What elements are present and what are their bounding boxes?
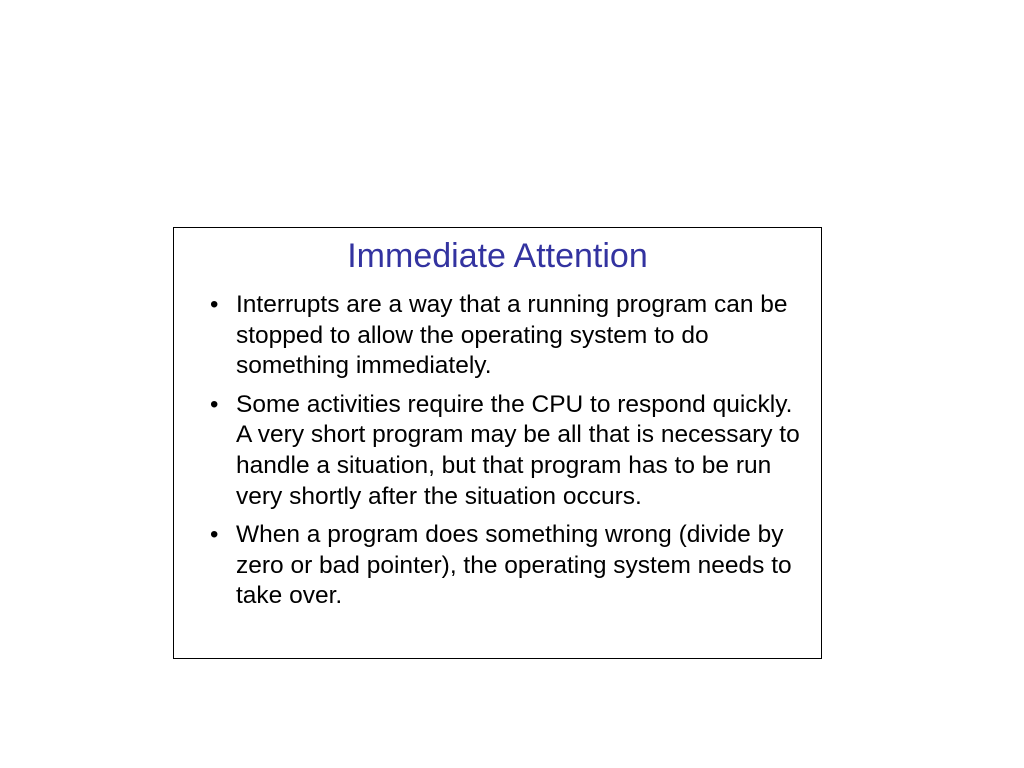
bullet-item-cpu-respond: [210, 390, 810, 512]
bullet-icon: •: [210, 390, 219, 418]
bullet-list: [210, 290, 810, 620]
slide-title: Immediate Attention: [347, 237, 648, 275]
bullet-item-program-wrong: [210, 520, 810, 612]
bullet-text: Some activities require the CPU to respond quickly. A very short program may be all that is necessary to handle a situation, but that program has to be run very shortly after the situation occurs.: [236, 390, 800, 510]
bullet-item-interrupts: [210, 290, 810, 382]
bullet-icon: •: [210, 291, 219, 318]
bullet-text: When a program does something wrong (divide by zero or bad pointer), the operating system needs to take over.: [236, 521, 792, 610]
bullet-text: Interrupts are a way that a running program can be stopped to allow the operating system to do something immediately.: [236, 291, 788, 380]
slide-frame: [173, 227, 822, 659]
bullet-icon: •: [210, 521, 219, 549]
